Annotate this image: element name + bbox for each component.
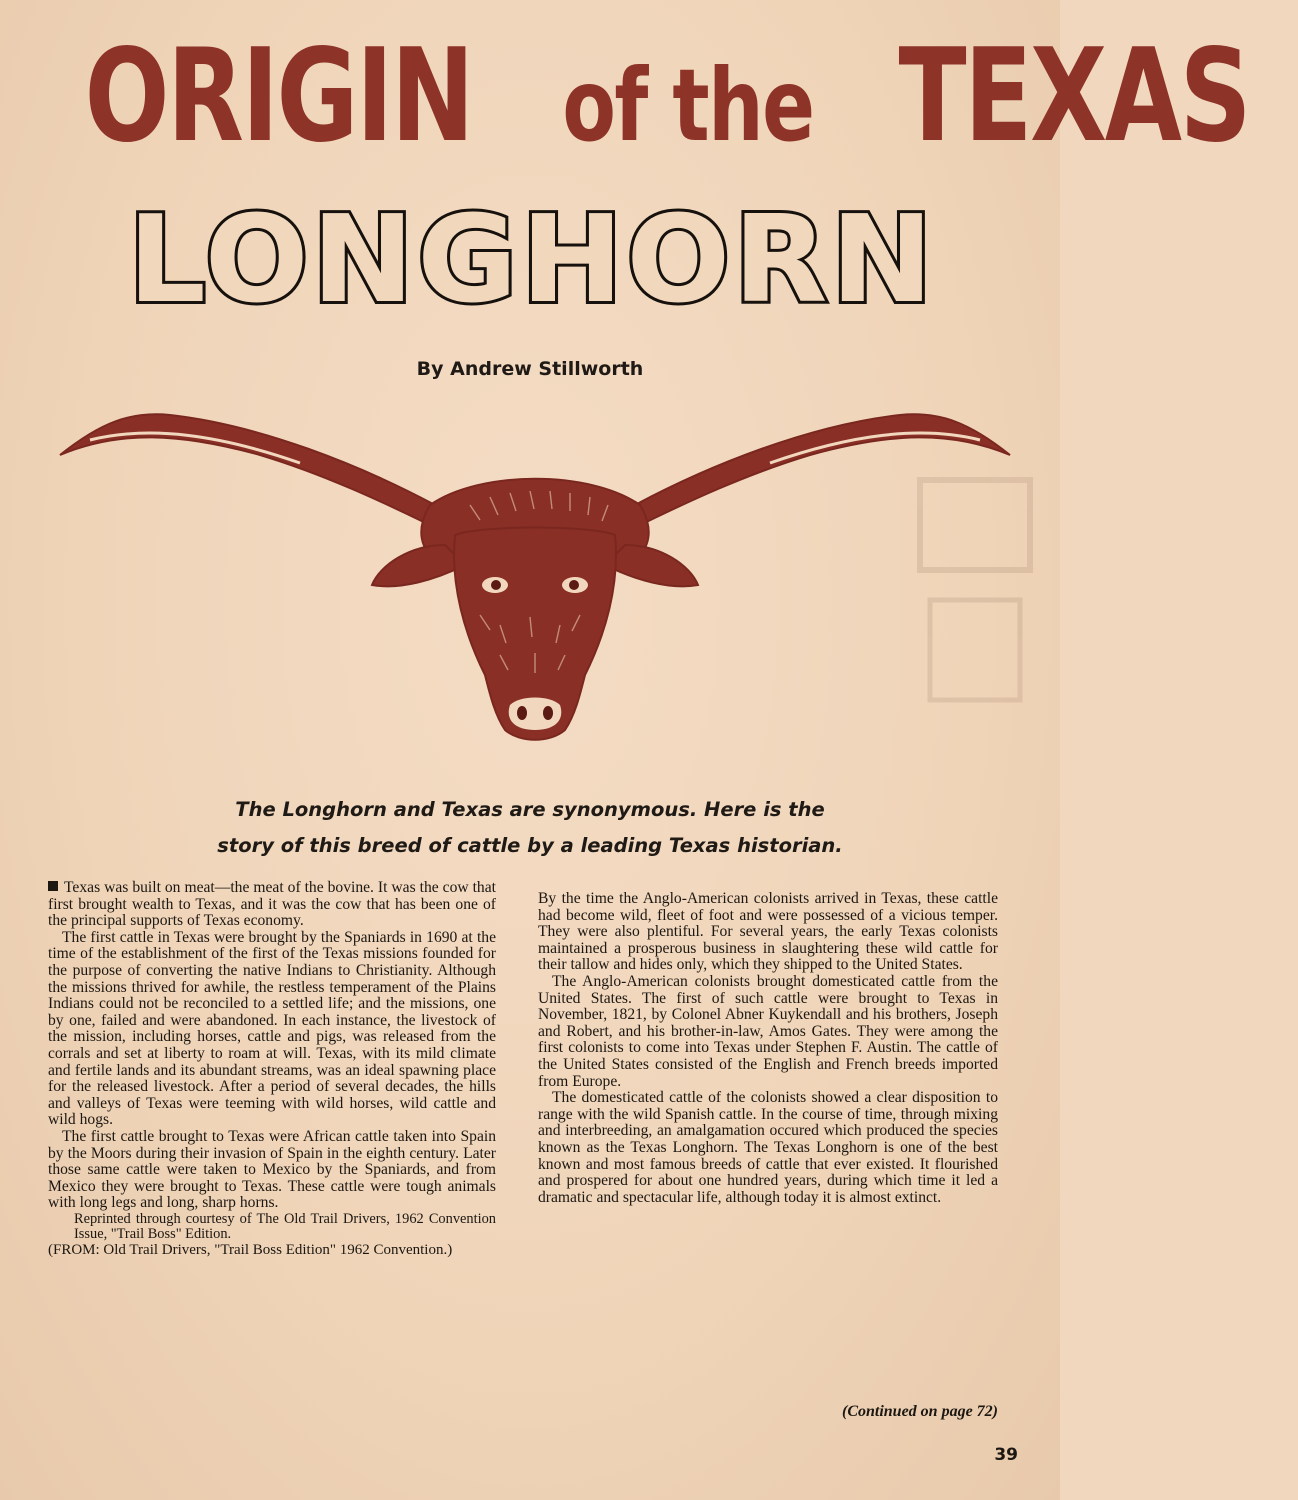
subhead-line-1: The Longhorn and Texas are synonymous. Here is the <box>235 798 825 821</box>
reprint-credit: Reprinted through courtesy of The Old Trail Drivers, 1962 Convention Issue, "Trail Boss" Edition. <box>74 1210 496 1243</box>
paragraph: The first cattle in Texas were brought by the Spaniards in 1690 at the time of the establishment of the first of the Texas missions founded for the purpose of converting the native Indians to Christianity. Although the missions thrived for awhile, the restless temperament of the Plains Indians could not be reconciled to a settled life; and the missions, one by one, failed and were abandoned. In each instance, the livestock of the mission, including horses, cattle and pigs, was released from the corrals and set at liberty to roam at will. Texas, with its mild climate and fertile lands and its abundant streams, was an ideal spawning place for the released livestock. After a period of several decades, the hills and valleys of Texas were teeming with wild horses, wild cattle and wild hogs. <box>48 928 496 1129</box>
article-column-left <box>48 880 496 1258</box>
continued-note: (Continued on page 72) <box>841 1403 998 1420</box>
page-number: 39 <box>994 1445 1018 1465</box>
paragraph: By the time the Anglo-American colonists arrived in Texas, these cattle had become wild, fleet of foot and were possessed of a vicious temper. They were also plentiful. For several years, the early Texas colonists maintained a prosperous business in slaughtering these wild cattle for their tallow and hides only, which they shipped to the United States. <box>538 890 998 974</box>
source-note: (FROM: Old Trail Drivers, "Trail Boss Edition" 1962 Convention.) <box>48 1241 453 1258</box>
paragraph: The first cattle brought to Texas were African cattle taken into Spain by the Moors during their invasion of Spain in the eighth century. Later those same cattle were taken to Mexico by the Spaniards, and from Mexico they were brought to Texas. These cattle were tough animals with long legs and long, sharp horns. <box>48 1127 496 1212</box>
subhead-line-2: story of this breed of cattle by a leading Texas historian. <box>217 834 843 857</box>
paragraph: Texas was built on meat—the meat of the bovine. It was the cow that first brought wealth to Texas, and it was the cow that has been one of the principal supports of Texas economy. <box>48 879 496 930</box>
section-bullet-icon <box>48 881 58 891</box>
title-line-1 <box>30 22 1249 172</box>
title-origin: ORIGIN <box>84 22 473 171</box>
longhorn-head-illustration <box>60 385 1010 755</box>
paragraph: The Anglo-American colonists brought domesticated cattle from the United States. The first of such cattle were brought to Texas in November, 1821, by Colonel Abner Kuykendall and his brothers, Joseph and Robert, and his brother-in-law, Amos Gates. They were among the first colonists to come into Texas under Stephen F. Austin. The cattle of the United States consisted of the English and French breeds imported from Europe. <box>538 972 998 1090</box>
subhead <box>120 792 940 864</box>
title-texas: TEXAS <box>898 22 1249 171</box>
paragraph: The domesticated cattle of the colonists showed a clear disposition to range with the wild Spanish cattle. In the course of time, through mixing and interbreeding, an amalgamation occured which produced the species known as the Texas Longhorn. The Texas Longhorn is one of the best known and most famous breeds of cattle that ever existed. It flourished and prospered for about one hundred years, during which time it led a dramatic and spectacular life, although today it is almost extinct. <box>538 1089 998 1206</box>
title-line-2-longhorn: LONGHORN <box>127 191 937 330</box>
byline: By Andrew Stillworth <box>416 358 644 380</box>
title-of-the: of the <box>562 47 814 164</box>
article-column-right <box>538 891 998 1206</box>
